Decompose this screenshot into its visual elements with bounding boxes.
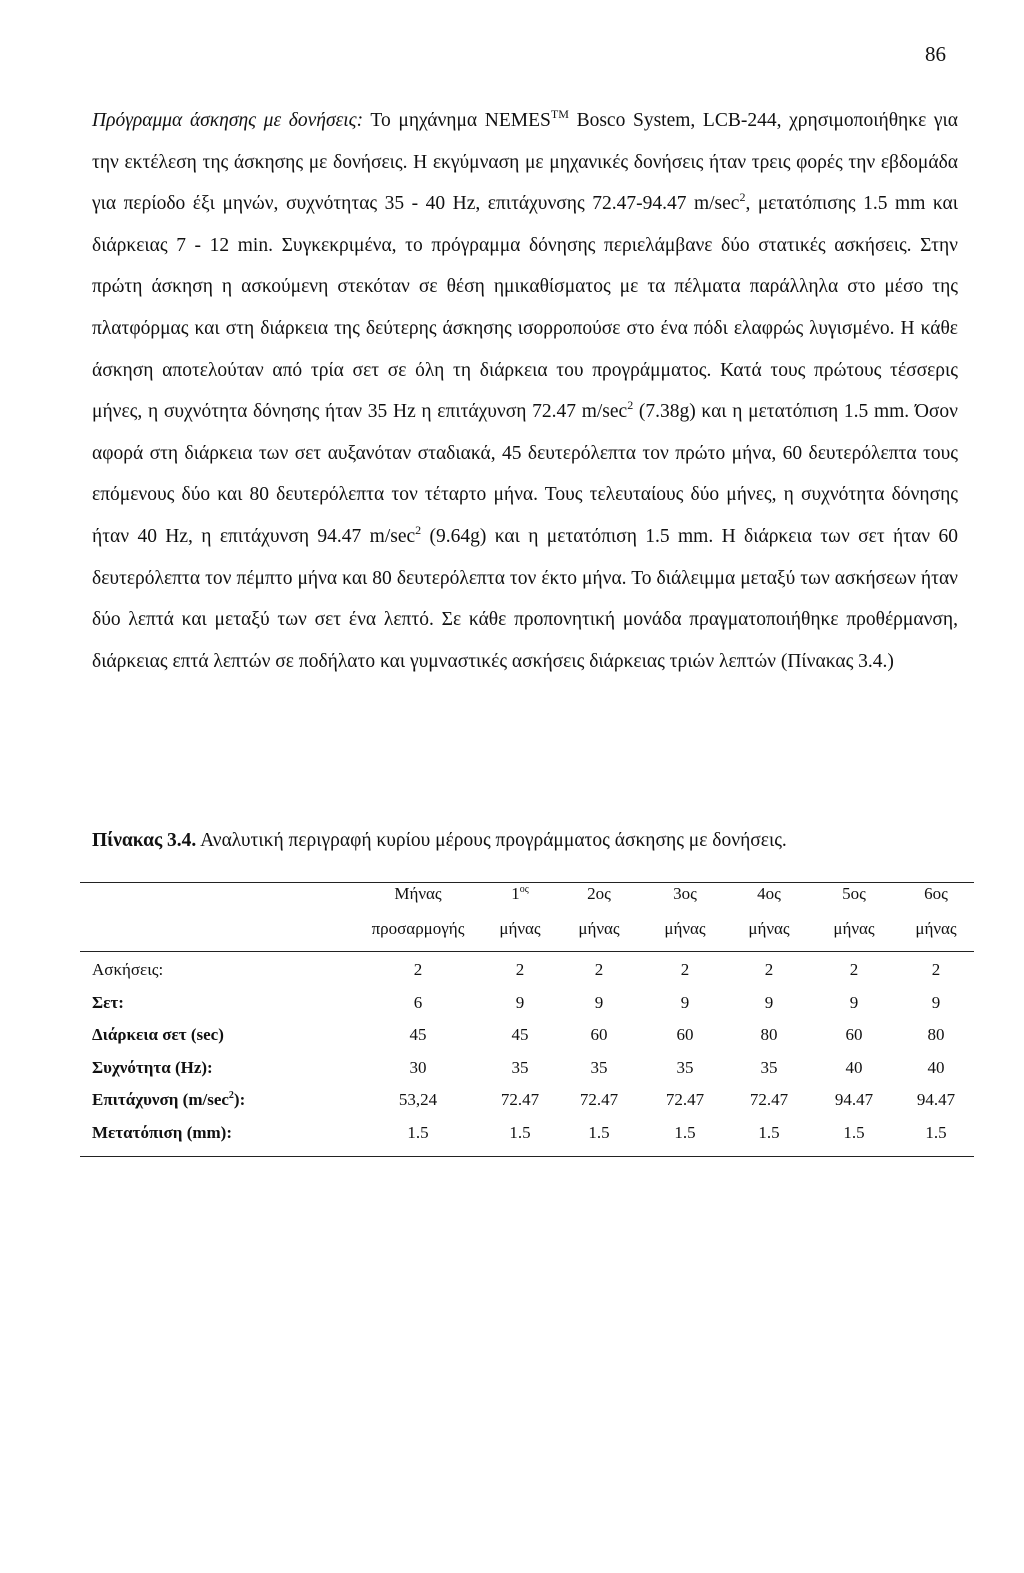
header-cell-top — [511, 884, 528, 904]
table-cell: 53,24 — [398, 1090, 438, 1109]
table-caption — [92, 830, 787, 852]
row-label — [92, 993, 124, 1013]
table-cell: 9 — [515, 992, 525, 1012]
table-cell: 35 — [511, 1057, 529, 1077]
header-text: 4ος — [757, 884, 781, 903]
paragraph-text: Bosco System, LCB-244, χρησιμοποιήθηκε για την εκτέλεση της άσκησης με δονήσεις. Η εκγύμναση με μηχανικές δονήσεις ήταν τρεις φορές την εβδομάδα για περίοδο έξι μηνών, συχνότητας 35 - 40 Hz, επιτάχυνσης 72.47-94.47 m/sec — [92, 110, 958, 215]
table-cell: 1.5 — [758, 1122, 780, 1142]
table-cell: 60 — [676, 1025, 694, 1044]
table-cell: 9 — [594, 992, 604, 1012]
paragraph-text: Το μηχάνημα NEMES — [363, 110, 551, 131]
table-cell: 80 — [760, 1025, 778, 1044]
header-text: 3ος — [673, 884, 697, 903]
header-cell-top — [757, 884, 781, 904]
table-cell: 35 — [590, 1057, 608, 1077]
superscript: 2 — [739, 190, 746, 205]
table-cell: 1.5 — [588, 1122, 610, 1142]
table-header-rule — [80, 951, 974, 952]
table-cell: 40 — [927, 1057, 945, 1077]
table-cell: 30 — [409, 1057, 427, 1077]
superscript: 2 — [415, 522, 422, 537]
table-cell: 72.47 — [665, 1090, 705, 1109]
trademark-superscript: TM — [550, 107, 569, 121]
header-cell-bottom: μήνας — [915, 919, 957, 938]
header-text: 1 — [511, 884, 520, 903]
table-cell: 60 — [590, 1025, 608, 1044]
header-cell-top — [587, 884, 611, 904]
table-cell: 72.47 — [749, 1090, 789, 1109]
row-label-text: Σετ: — [92, 992, 124, 1012]
row-label-text: Επιτάχυνση (m/sec — [92, 1090, 229, 1109]
paragraph-text: (9.64g) και η μετατόπιση 1.5 mm. Η διάρκεια των σετ ήταν 60 δευτερόλεπτα τον πέμπτο μήνα και 80 δευτερόλεπτα τον έκτο μήνα. Το διάλειμμα μεταξύ των ασκήσεων ήταν δύο λεπτά και μεταξύ των σετ ένα λεπτό. Σε κάθε προπονητική μονάδα πραγματοποιήθηκε προθέρμανση, διάρκειας επτά λεπτών σε ποδήλατο και γυμναστικές ασκήσεις διάρκειας τριών λεπτών (Πίνακας 3.4.) — [92, 525, 958, 672]
body-paragraph — [92, 100, 958, 682]
table-cell: 9 — [680, 992, 690, 1012]
table-cell: 45 — [409, 1025, 427, 1044]
header-text: 2ος — [587, 884, 611, 903]
header-cell-bottom: μήνας — [833, 919, 875, 938]
table-cell: 2 — [594, 960, 604, 979]
row-label — [92, 1058, 213, 1078]
row-label — [92, 1025, 224, 1045]
header-text: 5ος — [842, 884, 866, 903]
row-label-text: Μετατόπιση (mm): — [92, 1122, 233, 1142]
header-superscript: ος — [519, 884, 529, 895]
table-cell: 60 — [845, 1025, 863, 1044]
header-cell-bottom: μήνας — [499, 919, 541, 938]
table-cell: 1.5 — [407, 1122, 429, 1142]
table-cell: 72.47 — [579, 1090, 619, 1109]
table-cell: 9 — [764, 992, 774, 1012]
table-bottom-rule — [80, 1156, 974, 1157]
table-top-rule — [80, 882, 974, 883]
table-cell: 2 — [764, 960, 774, 979]
row-label-superscript: 2 — [228, 1090, 234, 1101]
paragraph-text: , μετατόπισης 1.5 mm και διάρκειας 7 - 12 min. Συγκεκριμένα, το πρόγραμμα δόνησης περιελάμβανε δύο στατικές ασκήσεις. Στην πρώτη άσκηση η ασκούμενη στεκόταν σε θέση ημικαθίσματος με τα πέλματα παράλληλα στο μέσο της πλατφόρμας και στη διάρκεια της δεύτερης άσκησης ισορροπούσε στο ένα πόδι ελαφρώς λυγισμένο. Η κάθε άσκηση αποτελούταν από τρία σετ σε όλη τη διάρκεια του προγράμματος. Κατά τους πρώτους τέσσερις μήνες, η συχνότητα δόνησης ήταν 35 Hz η επιτάχυνση 72.47 m/sec — [92, 193, 959, 423]
row-label — [92, 960, 163, 980]
table-cell: 35 — [676, 1057, 694, 1077]
table-cell: 72.47 — [500, 1090, 540, 1109]
row-label-suffix: ): — [233, 1090, 246, 1109]
paragraph-intro: Πρόγραμμα άσκησης με δονήσεις: — [92, 110, 364, 131]
table-cell: 40 — [845, 1057, 863, 1077]
table-cell: 80 — [927, 1025, 945, 1044]
table-caption-text: Αναλυτική περιγραφή κυρίου μέρους προγράμματος άσκησης με δονήσεις. — [196, 830, 787, 851]
table-cell: 94.47 — [834, 1090, 874, 1109]
table-caption-label: Πίνακας 3.4. — [92, 830, 197, 851]
table-cell: 94.47 — [916, 1090, 956, 1109]
header-cell-bottom: προσαρμογής — [371, 919, 465, 938]
row-label-text: Ασκήσεις: — [92, 960, 164, 979]
header-cell-bottom: μήνας — [748, 919, 790, 938]
superscript: 2 — [627, 398, 634, 413]
table-cell: 2 — [680, 960, 690, 979]
table-cell: 1.5 — [674, 1122, 696, 1142]
table-cell: 2 — [515, 960, 525, 979]
paragraph-text: (7.38g) και η μετατόπιση 1.5 mm. Όσον αφορά στη διάρκεια των σετ αυξανόταν σταδιακά, 45 δευτερόλεπτα τον πρώτο μήνα, 60 δευτερόλεπτα τους επόμενους δύο και 80 δευτερόλεπτα τον τέταρτο μήνα. Τους τελευταίους δύο μήνες, η συχνότητα δόνησης ήταν 40 Hz, η επιτάχυνση 94.47 m/sec — [92, 401, 959, 547]
header-cell-top — [842, 884, 866, 904]
header-cell-top — [394, 884, 441, 904]
header-text: Μήνας — [394, 884, 442, 903]
table-cell: 6 — [413, 992, 423, 1012]
table-cell: 2 — [931, 960, 941, 979]
row-label-text: Συχνότητα (Hz): — [92, 1057, 213, 1077]
table-cell: 2 — [413, 960, 423, 979]
row-label — [92, 1090, 245, 1110]
header-cell-bottom: μήνας — [578, 919, 620, 938]
table-cell: 35 — [760, 1057, 778, 1077]
table-cell: 9 — [931, 992, 941, 1012]
page-number: 86 — [925, 42, 946, 66]
row-label — [92, 1123, 232, 1143]
header-text: 6ος — [924, 884, 948, 903]
table-cell: 1.5 — [843, 1122, 865, 1142]
table-cell: 45 — [511, 1025, 529, 1044]
table-cell: 2 — [849, 960, 859, 979]
table-cell: 1.5 — [925, 1122, 947, 1142]
exercise-program-table — [80, 878, 974, 1158]
header-cell-top — [673, 884, 697, 904]
table-cell: 1.5 — [509, 1122, 531, 1142]
header-cell-top — [924, 884, 948, 904]
row-label-text: Διάρκεια σετ (sec) — [92, 1025, 224, 1044]
table-cell: 9 — [849, 992, 859, 1012]
header-cell-bottom: μήνας — [664, 919, 706, 938]
